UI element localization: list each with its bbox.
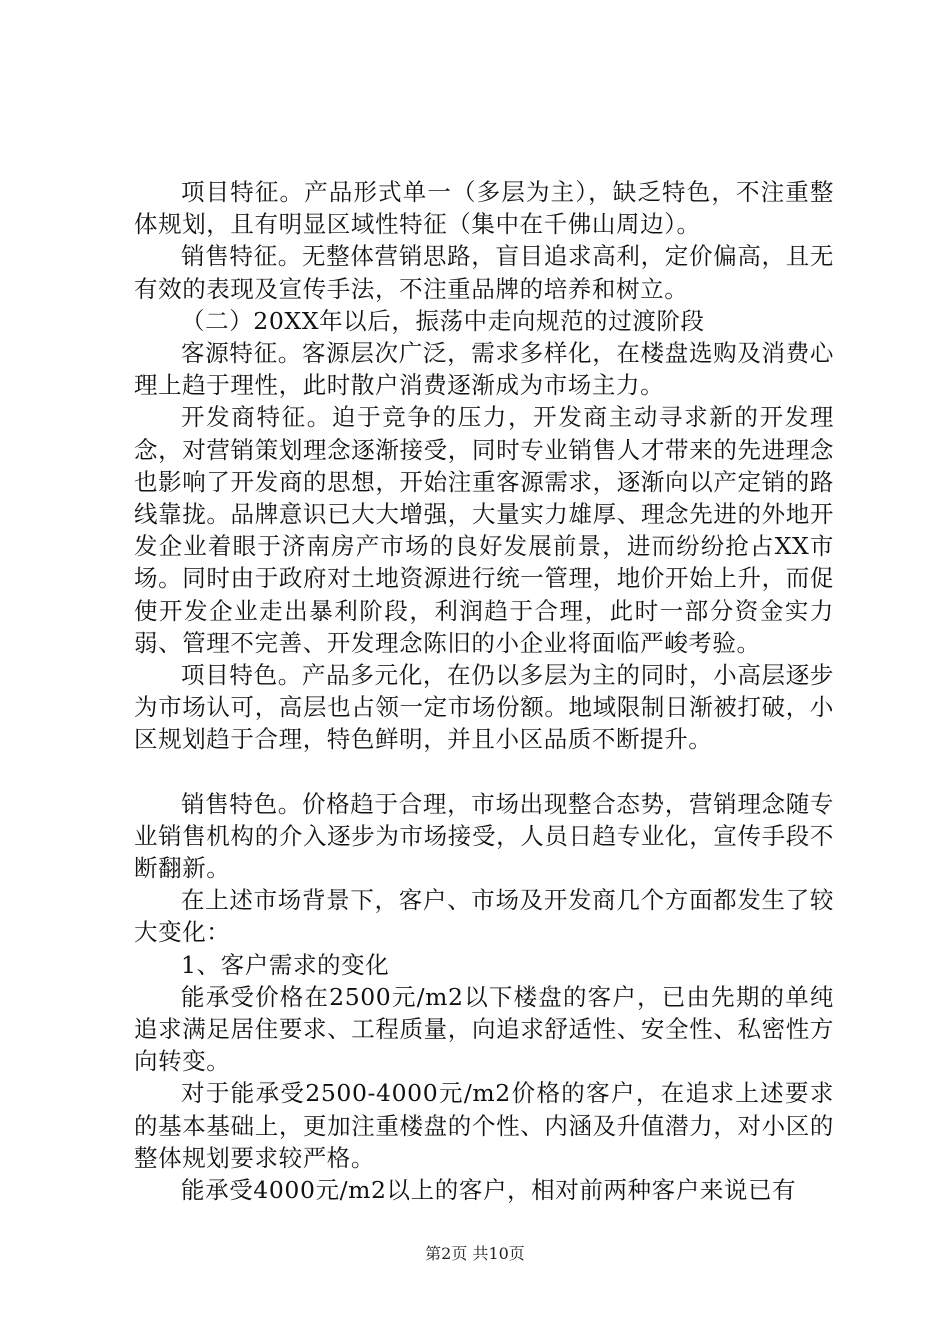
paragraph-sales-characteristics: 销售特色。价格趋于合理，市场出现整合态势，营销理念随专业销售机构的介入逐步为市场接受，人员日趋专业化，宣传手段不断翻新。 [134,789,834,883]
paragraph-project-features: 项目特征。产品形式单一（多层为主），缺乏特色，不注重整体规划，且有明显区域性特征（集中在千佛山周边）。 [134,178,834,239]
section-heading-transition-stage: （二）20XX年以后，振荡中走向规范的过渡阶段 [181,306,705,335]
paragraph-customer-features: 客源特征。客源层次广泛，需求多样化，在楼盘选购及消费心理上趋于理性，此时散户消费逐渐成为市场主力。 [134,339,834,400]
document-body [134,176,834,1206]
paragraph-mid-price-customers: 对于能承受2500-4000元/m2价格的客户，在追求上述要求的基本基础上，更加注重楼盘的个性、内涵及升值潜力，对小区的整体规划要求较严格。 [134,1079,834,1172]
paragraph-market-background: 在上述市场背景下，客户、市场及开发商几个方面都发生了较大变化： [134,886,834,947]
page-number-footer: 第2页 共10页 [425,1244,525,1263]
paragraph-low-price-customers: 能承受价格在2500元/m2以下楼盘的客户，已由先期的单纯追求满足居住要求、工程质量，向追求舒适性、安全性、私密性方向转变。 [134,982,834,1076]
section-heading-customer-demand: 1、客户需求的变化 [181,950,390,979]
paragraph-project-characteristics: 项目特色。产品多元化，在仍以多层为主的同时，小高层逐步为市场认可，高层也占领一定市场份额。地域限制日渐被打破，小区规划趋于合理，特色鲜明，并且小区品质不断提升。 [134,661,834,754]
paragraph-high-price-customers: 能承受4000元/m2以上的客户，相对前两种客户来说已有 [181,1176,797,1205]
paragraph-developer-features: 开发商特征。迫于竞争的压力，开发商主动寻求新的开发理念，对营销策划理念逐渐接受，同时专业销售人才带来的先进理念也影响了开发商的思想，开始注重客源需求，逐渐向以产定销的路线靠拢。品牌意识已大大增强，大量实力雄厚、理念先进的外地开发企业着眼于济南房产市场的良好发展前景，进而纷纷抢占XX市场。同时由于政府对土地资源进行统一管理，地价开始上升，而促使开发企业走出暴利阶段，利润趋于合理，此时一部分资金实力弱、管理不完善、开发理念陈旧的小企业将面临严峻考验。 [134,403,834,657]
paragraph-sales-features: 销售特征。无整体营销思路，盲目追求高利，定价偏高，且无有效的表现及宣传手法，不注重品牌的培养和树立。 [134,242,834,303]
paragraph-gap [134,756,834,788]
